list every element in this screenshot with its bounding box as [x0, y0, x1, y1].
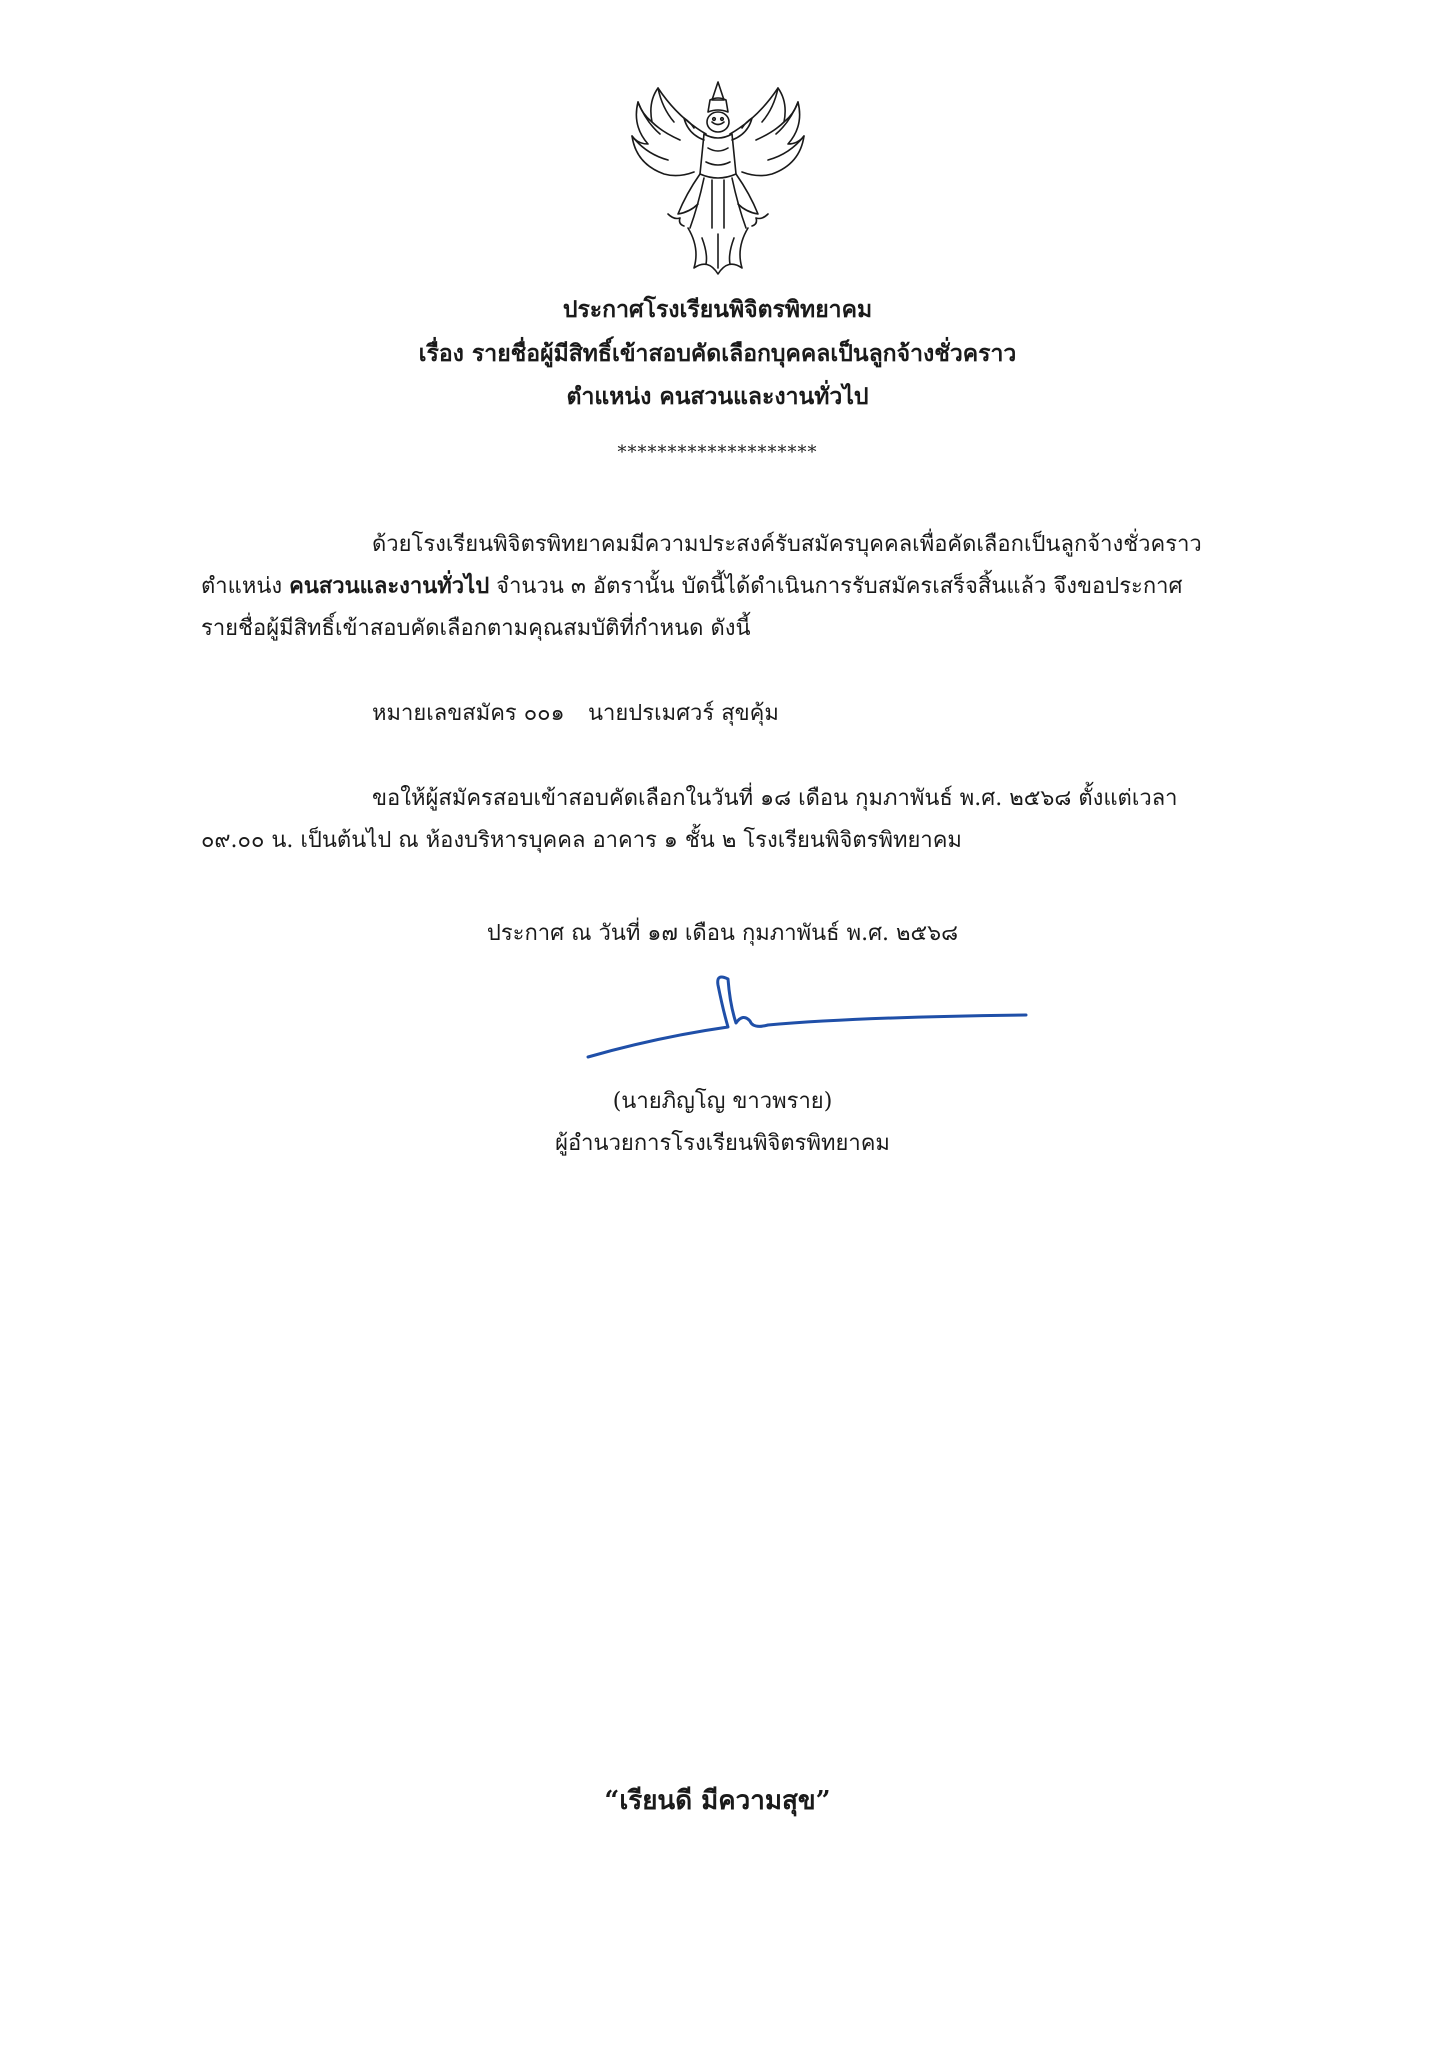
position-prefix: ตำแหน่ง — [201, 574, 290, 599]
signer-title: ผู้อำนวยการโรงเรียนพิจิตรพิทยาคม — [555, 1131, 890, 1156]
document-subject: เรื่อง รายชื่อผู้มีสิทธิ์เข้าสอบคัดเลือกบุคคลเป็นลูกจ้างชั่วคราว — [418, 340, 1017, 367]
paragraph-1-line-3: รายชื่อผู้มีสิทธิ์เข้าสอบคัดเลือกตามคุณสมบัติที่กำหนด ดังนี้ — [201, 616, 751, 641]
position-suffix: จำนวน ๓ อัตรานั้น บัดนี้ได้ดำเนินการรับสมัครเสร็จสิ้นแล้ว จึงขอประกาศ — [489, 574, 1183, 599]
position-name-bold: คนสวนและงานทั่วไป — [289, 573, 490, 599]
separator: ******************** — [617, 442, 818, 463]
applicant-number: หมายเลขสมัคร ๐๐๑ — [372, 701, 565, 726]
signer-name: (นายภิญโญ ขาวพราย) — [612, 1089, 833, 1114]
school-motto: “เรียนดี มีความสุข” — [604, 1786, 831, 1816]
paragraph-1-line-1: ด้วยโรงเรียนพิจิตรพิทยาคมมีความประสงค์รับสมัครบุคคลเพื่อคัดเลือกเป็นลูกจ้างชั่วคราว — [372, 532, 1202, 557]
document-position: ตำแหน่ง คนสวนและงานทั่วไป — [566, 383, 869, 410]
paragraph-2-line-1: ขอให้ผู้สมัครสอบเข้าสอบคัดเลือกในวันที่ ๑๘ เดือน กุมภาพันธ์ พ.ศ. ๒๕๖๘ ตั้งแต่เวลา — [372, 786, 1178, 811]
garuda-emblem-icon — [628, 78, 808, 280]
paragraph-1-line-2 — [201, 568, 1183, 603]
announcement-date: ประกาศ ณ วันที่ ๑๗ เดือน กุมภาพันธ์ พ.ศ. ๒๕๖๘ — [486, 921, 959, 946]
paragraph-2-line-2: ๐๙.๐๐ น. เป็นต้นไป ณ ห้องบริหารบุคคล อาคาร ๑ ชั้น ๒ โรงเรียนพิจิตรพิทยาคม — [201, 828, 962, 853]
signature-icon — [578, 965, 1038, 1065]
applicant-name: นายปรเมศวร์ สุขคุ้ม — [588, 701, 779, 726]
document-title: ประกาศโรงเรียนพิจิตรพิทยาคม — [562, 296, 873, 323]
